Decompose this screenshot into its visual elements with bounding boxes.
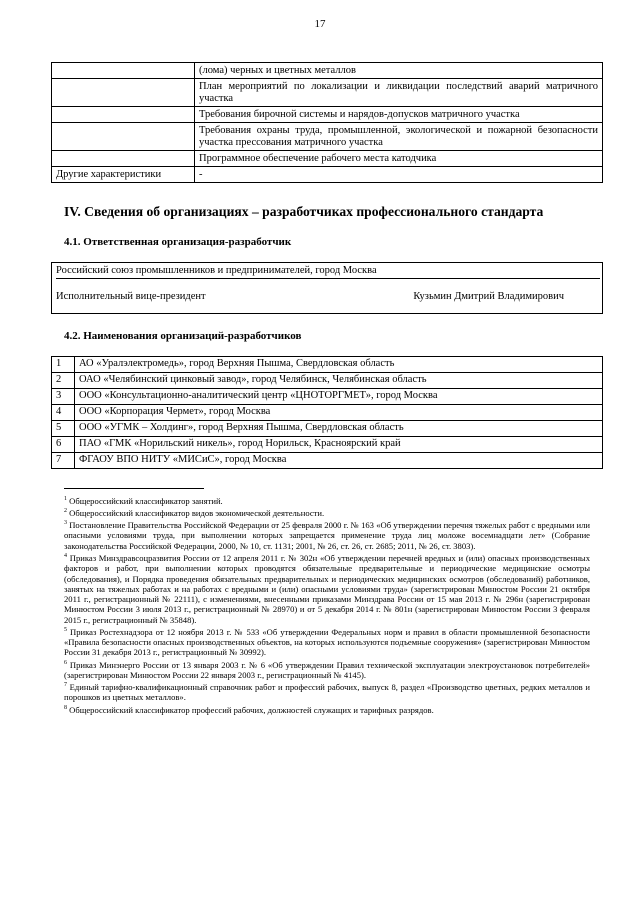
developer-number: 7 [52,453,75,469]
developer-number: 4 [52,405,75,421]
table-cell-label [52,79,195,107]
table-cell-label [52,63,195,79]
subsection-title-responsible: 4.1. Ответственная организация-разработчик [64,236,292,248]
developer-number: 6 [52,437,75,453]
footnote-text: Общероссийский классификатор занятий. [69,495,223,506]
table-row [52,123,603,151]
footnote-text: Постановление Правительства Российской Федерации от 25 февраля 2000 г. № 163 «Об утверждении перечня тяжелых работ с вредными или опасными условиями труда, при выполнении которых запрещается применение труда лиц моложе восемнадцати лет» (Собрание законодательства Российской Федерации, 2000, № 10, ст. 1131; 2001, № 26, ст. 26, ст. 2685; 2011, № 26, ст. 3803). [64,520,590,551]
table-row [52,437,603,453]
developer-name: ФГАОУ ВПО НИТУ «МИСиС», город Москва [75,453,603,469]
responsible-org-role: Исполнительный вице-президент [56,291,206,302]
footnote-text: Общероссийский классификатор видов экономической деятельности. [69,508,325,519]
responsible-org-person: Кузьмин Дмитрий Владимирович [413,291,564,302]
footnote [64,680,590,702]
section-title: IV. Сведения об организациях – разработчиках профессионального стандарта [64,204,544,219]
developer-name: ООО «Корпорация Чермет», город Москва [75,405,603,421]
footnote [64,625,590,658]
footnote-marker: 8 [64,704,67,711]
footnote [64,518,590,551]
table-cell-label [52,151,195,167]
footnote-marker: 7 [64,682,67,689]
table-cell-text: (лома) черных и цветных металлов [195,63,603,79]
footnote-marker: 2 [64,508,67,515]
developer-number: 1 [52,357,75,373]
footnote-marker: 1 [64,496,67,502]
table-row [52,151,603,167]
table-row [52,373,603,389]
table-row [52,389,603,405]
footnote-text: Общероссийский классификатор профессий рабочих, должностей служащих и тарифных разрядов. [69,704,434,715]
footnotes [64,494,590,715]
table-cell-label [52,123,195,151]
footnote [64,551,590,625]
footnote [64,494,590,506]
footnote-marker: 6 [64,659,67,666]
page-number: 17 [314,18,326,30]
subsection-title-developers: 4.2. Наименования организаций-разработчиков [64,330,302,342]
responsible-org-name: Российский союз промышленников и предпринимателей, город Москва [56,265,600,279]
developer-name: ПАО «ГМК «Норильский никель», город Норильск, Красноярский край [75,437,603,453]
footnote-text: Приказ Ростехнадзора от 12 ноября 2013 г. № 533 «Об утверждении Федеральных норм и правил в области промышленной безопасности «Правила безопасности опасных производственных объектов, на которых используются подъемные сооружения» (зарегистрирован Минюстом России 31 декабря 2013 г., регистрационный № 30992). [64,626,591,658]
table-row [52,107,603,123]
table-cell-text: Требования бирочной системы и нарядов-допусков матричного участка [195,107,603,123]
table-cell-text: Требования охраны труда, промышленной, экологической и пожарной безопасности участка прессования матричного участка [195,123,603,151]
table-cell-text: Программное обеспечение рабочего места катодчика [195,151,603,167]
footnote-marker: 3 [64,520,67,527]
table-cell-text: План мероприятий по локализации и ликвидации последствий аварий матричного участка [195,79,603,107]
table-row [52,421,603,437]
developer-number: 3 [52,389,75,405]
table-row [52,167,603,183]
footnote-text: Приказ Минэнерго России от 13 января 2003 г. № 6 «Об утверждении Правил технической эксплуатации электроустановок потребителей» (зарегистрирован Минюстом России 22 января 2003 г., регистрационный № 4145). [64,659,590,680]
table-row [52,405,603,421]
developer-name: ООО «УГМК – Холдинг», город Верхняя Пышма, Свердловская область [75,421,603,437]
table-row [52,453,603,469]
footnote-marker: 4 [64,553,67,560]
developer-name: АО «Уралэлектромедь», город Верхняя Пышма, Свердловская область [75,357,603,373]
footnote-marker: 5 [64,627,67,633]
developer-name: ОАО «Челябинский цинковый завод», город Челябинск, Челябинская область [75,373,603,389]
footnote-text: Единый тарифно-квалификационный справочник работ и профессий рабочих, выпуск 8, раздел «Производство цветных, редких металлов и порошков из цветных металлов». [64,682,590,703]
table-cell-label [52,107,195,123]
table-row [52,357,603,373]
table-cell-text: - [195,167,603,183]
developer-name: ООО «Консультационно-аналитический центр «ЦНОТОРГМЕТ», город Москва [75,389,603,405]
footnote-separator [64,488,204,489]
footnote-text: Приказ Минздравсоцразвития России от 12 апреля 2011 г. № 302н «Об утверждении перечней вредных и (или) опасных производственных факторов и работ, при выполнении которых проводятся обязательные предварительные и периодические медицинские осмотры (обследования), и Порядка проведения обязательных предварительных и периодических медицинских осмотров (обследований) работников, занятых на тяжелых работах и на работах с вредными и (или) опасными условиями труда» (зарегистрирован Минюстом России 21 октября 2011 г., регистрационный № 22111), с изменениями, внесенными приказами Минздрава России от 15 мая 2013 г. № 296н (зарегистрирован Минюстом России 3 июля 2013 г., регистрационный № 28970) и от 5 декабря 2014 г. № 801н (зарегистрирован Минюстом России 3 февраля 2015 г., регистрационный № 35848). [64,552,590,625]
table-row [52,63,603,79]
footnote [64,703,590,715]
table-cell-label: Другие характеристики [52,167,195,183]
footnote [64,506,590,518]
developers-table [51,356,603,469]
developer-number: 2 [52,373,75,389]
table-row [52,79,603,107]
characteristics-table [51,62,603,183]
footnote [64,658,590,680]
responsible-org-box [51,262,603,314]
developer-number: 5 [52,421,75,437]
